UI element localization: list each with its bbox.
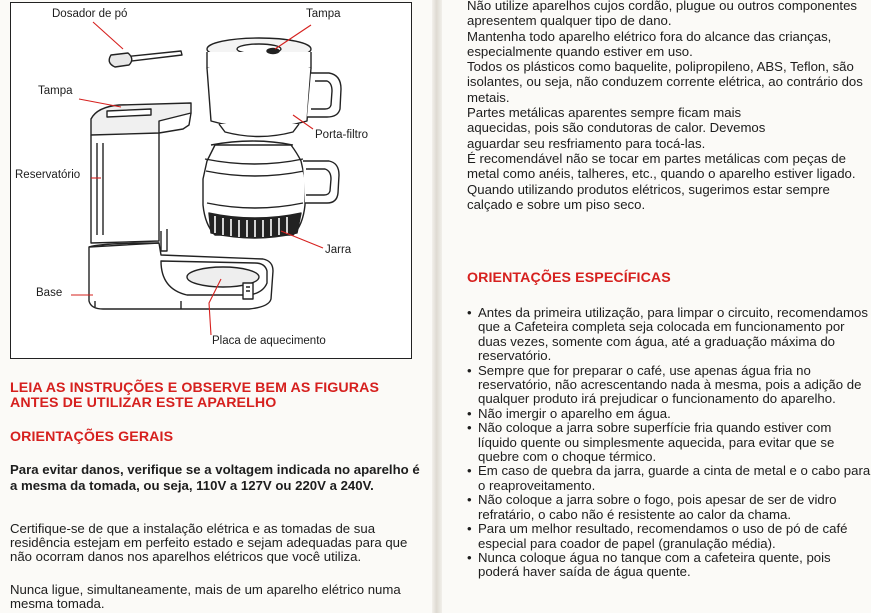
label-jarra: Jarra xyxy=(325,244,352,256)
label-tampa-top: Tampa xyxy=(306,8,341,20)
specific-guidelines-list xyxy=(467,306,871,580)
bullet-icon: • xyxy=(467,549,472,565)
list-item-text: Para um melhor resultado, recomendamos o uso de pó de café especial para coador de papel (granulação média). xyxy=(478,521,848,551)
label-dosador: Dosador de pó xyxy=(52,8,128,20)
label-tampa-left: Tampa xyxy=(38,85,73,97)
safety-paragraph: Todos os plásticos como baquelite, polipropileno, ABS, Teflon, são isolantes, ou seja, não conduzem corrente elétrica, ao contrário dos metais. xyxy=(467,59,863,105)
safety-paragraphs xyxy=(467,0,867,212)
bullet-icon: • xyxy=(467,420,472,436)
electrical-installation-text: Certifique-se de que a instalação elétrica e as tomadas de sua residência estejam em perfeito estado e sejam adequadas para que não ocorram danos nos aparelhos elétricos que você utiliza. xyxy=(10,521,408,565)
list-item xyxy=(467,522,871,551)
label-placa: Placa de aquecimento xyxy=(212,335,326,347)
list-item-text: Não coloque a jarra sobre o fogo, pois apesar de ser de vidro refratário, o cabo não é resistente ao calor da chama. xyxy=(478,492,837,522)
scoop-drawing xyxy=(109,51,182,67)
list-item-text: Nunca coloque água no tanque com a cafeteira quente, pois poderá haver saída de água quente. xyxy=(478,549,831,580)
list-item xyxy=(467,493,871,522)
label-reservatorio: Reservatório xyxy=(15,169,81,181)
list-item xyxy=(467,407,871,421)
safety-paragraph: Não utilize aparelhos cujos cordão, plugue ou outros componentes apresentem qualquer tipo de dano. xyxy=(467,0,858,29)
label-base: Base xyxy=(36,287,63,299)
filter-holder-drawing xyxy=(207,38,341,137)
list-item-text: Não imergir o aparelho em água. xyxy=(478,405,671,421)
safety-paragraph: Mantenha todo aparelho elétrico fora do alcance das crianças, especialmente quando estiver em uso. xyxy=(467,28,832,59)
list-item-text: Antes da primeira utilização, para limpar o circuito, recomendamos que a Cafeteira completa seja colocada em funcionamento por duas vezes, somente com água, até a graduação máxima do reservatório. xyxy=(478,305,868,364)
list-item xyxy=(467,421,871,464)
coffee-maker-diagram xyxy=(10,2,412,359)
safety-paragraph: Partes metálicas aparentes sempre ficam mais aquecidas, pois são condutoras de calor. Devemos aguardar seu resfriamento para tocá-las. xyxy=(467,105,766,151)
voltage-warning: Para evitar danos, verifique se a voltagem indicada no aparelho é a mesma da tomada, ou seja, 110V a 127V ou 220V a 240V. xyxy=(10,462,420,493)
single-outlet-text: Nunca ligue, simultaneamente, mais de um aparelho elétrico numa mesma tomada. xyxy=(10,582,401,612)
list-item xyxy=(467,364,871,407)
bullet-icon: • xyxy=(467,492,472,508)
list-item-text: Em caso de quebra da jarra, guarde a cinta de metal e o cabo para o reaproveitamento. xyxy=(478,463,871,493)
instructions-heading: LEIA AS INSTRUÇÕES E OBSERVE BEM AS FIGURAS ANTES DE UTILIZAR ESTE APARELHO xyxy=(10,380,380,411)
list-item-text: Não coloque a jarra sobre superfície fria quando estiver com líquido quente ou simplesmente aquecida, para evitar que se quebre com o choque térmico. xyxy=(478,420,835,465)
general-guidelines-heading: ORIENTAÇÕES GERAIS xyxy=(10,429,174,445)
list-item xyxy=(467,551,871,580)
bullet-icon: • xyxy=(467,521,472,537)
bullet-icon: • xyxy=(467,362,472,378)
bullet-icon: • xyxy=(467,405,472,421)
list-item xyxy=(467,306,871,364)
list-item xyxy=(467,464,871,493)
coffee-maker-drawing xyxy=(11,3,413,360)
label-porta-filtro: Porta-filtro xyxy=(315,129,369,141)
safety-paragraph: Quando utilizando produtos elétricos, sugerimos estar sempre calçado e sobre um piso seco. xyxy=(467,181,830,212)
safety-paragraph: É recomendável não se tocar em partes metálicas com peças de metal como anéis, talheres, etc., quando o aparelho estiver ligado. xyxy=(467,150,856,182)
list-item-text: Sempre que for preparar o café, use apenas água fria no reservatório, não acrescentando nada à mesma, pois a adição de qualquer produto irá prejudicar o funcionamento do aparelho. xyxy=(478,362,862,407)
specific-guidelines-heading: ORIENTAÇÕES ESPECÍFICAS xyxy=(467,270,671,286)
right-page xyxy=(440,0,871,613)
bullet-icon: • xyxy=(467,463,472,479)
carafe-drawing xyxy=(203,141,339,238)
bullet-icon: • xyxy=(467,305,472,320)
